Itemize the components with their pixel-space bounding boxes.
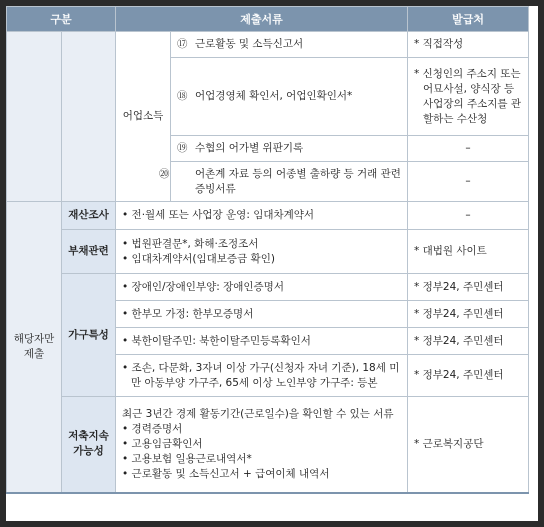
table-row (7, 230, 529, 274)
document-table (6, 6, 529, 494)
category-optional-submission: 해당자만 제출 (7, 202, 62, 493)
issuer-cell: – (408, 202, 529, 230)
item-number: ⑰ (177, 38, 188, 50)
document-cell (116, 397, 408, 493)
table-row (7, 202, 529, 230)
subcategory-assets: 재산조사 (62, 202, 116, 230)
issuer-text: 대법원 사이트 (422, 245, 487, 257)
header-issuer: 발급처 (408, 7, 529, 32)
issuer-text: 근로복지공단 (422, 437, 484, 450)
document-text: 조손, 다문화, 3자녀 이상 가구(신청자 자녀 기준), 18세 미만 아동부양 가구주, 65세 이상 노인부양 가구주: 등본 (131, 361, 400, 389)
document-text: • 장애인/장애인부양: 장애인증명서 (122, 281, 284, 293)
subcategory-blank (62, 32, 116, 202)
issuer-cell (408, 32, 529, 58)
document-cell (116, 301, 408, 328)
document-page (6, 6, 538, 521)
issuer-cell (408, 274, 529, 301)
issuer-cell (408, 230, 529, 274)
item-number: ⑳ (159, 167, 170, 180)
document-text: • 전·월세 또는 사업장 운영: 임대차계약서 (122, 209, 314, 221)
subcategory-savings: 저축지속 가능성 (62, 397, 116, 493)
table-row (7, 274, 529, 301)
issuer-cell: – (408, 162, 529, 202)
subcategory-fishing-income: 어업소득 (116, 32, 171, 202)
document-cell (116, 274, 408, 301)
issuer-text: 정부24, 주민센터 (422, 369, 504, 381)
document-intro: 최근 3년간 경제 활동기간(근로일수)을 확인할 수 있는 서류 (122, 407, 394, 420)
issuer-cell (408, 355, 529, 397)
table-row (7, 32, 529, 58)
document-cell (159, 162, 408, 202)
issuer-text: 신청인의 주소지 또는 어묘사설, 양식장 등 사업장의 주소지를 관할하는 수산청 (422, 67, 521, 125)
document-cell (171, 136, 408, 162)
document-text: 근로활동 및 소득신고서 (195, 38, 304, 50)
document-cell (171, 32, 408, 58)
issuer-text: 정부24, 주민센터 (422, 307, 504, 320)
table-row (7, 397, 529, 493)
document-text: 수협의 어가별 위판기록 (195, 142, 304, 154)
document-text: • 고용보험 일용근로내역서* (122, 452, 401, 467)
document-cell (171, 58, 408, 136)
document-text: 어업경영체 확인서, 어업인확인서* (195, 90, 353, 102)
header-row (7, 7, 529, 32)
document-text: • 북한이탈주민: 북한이탈주민등록확인서 (122, 335, 311, 347)
issuer-cell (408, 301, 529, 328)
issuer-cell (408, 397, 529, 493)
document-text: • 한부모 가정: 한부모증명서 (122, 308, 253, 320)
document-text: • 경력증명서 (122, 422, 401, 437)
issuer-cell: – (408, 136, 529, 162)
document-cell (116, 202, 408, 230)
header-category: 구분 (7, 7, 116, 32)
document-text: 어촌계 자료 등의 어종별 출하량 등 거래 관련 증빙서류 (195, 167, 401, 195)
item-number: ⑱ (177, 90, 188, 102)
issuer-text: 직접작성 (422, 38, 464, 50)
document-text: • 법원판결문*, 화해·조정조서 (122, 237, 401, 252)
issuer-text: 정부24, 주민센터 (422, 280, 504, 293)
header-documents: 제출서류 (116, 7, 408, 32)
item-number: ⑲ (177, 142, 188, 154)
issuer-cell (408, 328, 529, 355)
document-cell (116, 230, 408, 274)
issuer-text: 정부24, 주민센터 (422, 334, 504, 347)
subcategory-household: 가구특성 (62, 274, 116, 397)
document-cell (116, 328, 408, 355)
document-text: • 임대차계약서(임대보증금 확인) (122, 252, 401, 267)
subcategory-debt: 부채관련 (62, 230, 116, 274)
document-text: • 고용임금확인서 (122, 437, 401, 452)
category-blank (7, 32, 62, 202)
issuer-cell (408, 58, 529, 136)
document-cell (116, 355, 408, 397)
document-text: • 근로활동 및 소득신고서 + 급여이체 내역서 (122, 467, 401, 482)
